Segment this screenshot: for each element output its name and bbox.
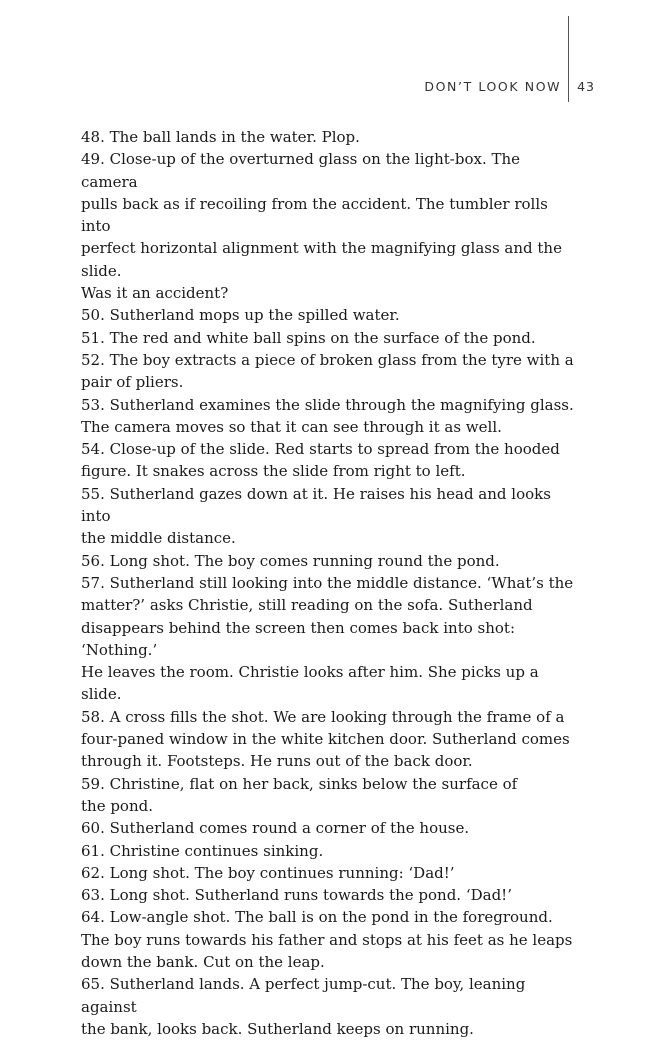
- running-header: [424, 79, 595, 94]
- paragraph-52: 52. The boy extracts a piece of broken glass from the tyre with a pair of pliers.: [81, 350, 574, 392]
- body-text: [81, 126, 581, 1040]
- paragraph-51: 51. The red and white ball spins on the surface of the pond.: [81, 328, 536, 347]
- paragraph-62: 62. Long shot. The boy continues running: ‘Dad!’: [81, 863, 455, 882]
- paragraph-63: 63. Long shot. Sutherland runs towards the pond. ‘Dad!’: [81, 886, 512, 905]
- paragraph-55: 55. Sutherland gazes down at it. He raises his head and looks into the middle distance.: [81, 484, 551, 548]
- paragraph-58: 58. A cross fills the shot. We are looking through the frame of a four-paned window in the white kitchen door. Sutherland comes through it. Footsteps. He runs out of the back door.: [81, 707, 570, 771]
- page-number: 43: [577, 79, 595, 94]
- paragraph-64: 64. Low-angle shot. The ball is on the pond in the foreground. The boy runs towards his father and stops at his feet as he leaps down the bank. Cut on the leap.: [81, 908, 573, 971]
- paragraph-57: 57. Sutherland still looking into the middle distance. ‘What’s the matter?’ asks Christie, still reading on the sofa. Sutherland disappears behind the screen then comes back into shot: ‘Nothing.’ He leaves the room. Christie looks after him. She picks up a slide.: [81, 573, 574, 704]
- paragraph-65: 65. Sutherland lands. A perfect jump-cut. The boy, leaning against the bank, looks back. Sutherland keeps on running.: [81, 975, 526, 1038]
- paragraph-59: 59. Christine, flat on her back, sinks below the surface of the pond.: [81, 774, 518, 815]
- paragraph-54: 54. Close-up of the slide. Red starts to spread from the hooded figure. It snakes across the slide from right to left.: [81, 440, 560, 481]
- paragraph-48: 48. The ball lands in the water. Plop.: [81, 128, 360, 146]
- paragraph-56: 56. Long shot. The boy comes running round the pond.: [81, 551, 500, 570]
- paragraph-60: 60. Sutherland comes round a corner of the house.: [81, 819, 470, 838]
- paragraph-61: 61. Christine continues sinking.: [81, 841, 324, 860]
- paragraph-49: 49. Close-up of the overturned glass on the light-box. The camera pulls back as if recoiling from the accident. The tumbler rolls into perfect horizontal alignment with the magnifying glass and the slide. Was it an accident?: [81, 150, 562, 303]
- paragraph-53: 53. Sutherland examines the slide through the magnifying glass. The camera moves so that it can see through it as well.: [81, 395, 574, 436]
- running-title: DON’T LOOK NOW: [424, 79, 562, 94]
- paragraph-50: 50. Sutherland mops up the spilled water.: [81, 306, 400, 325]
